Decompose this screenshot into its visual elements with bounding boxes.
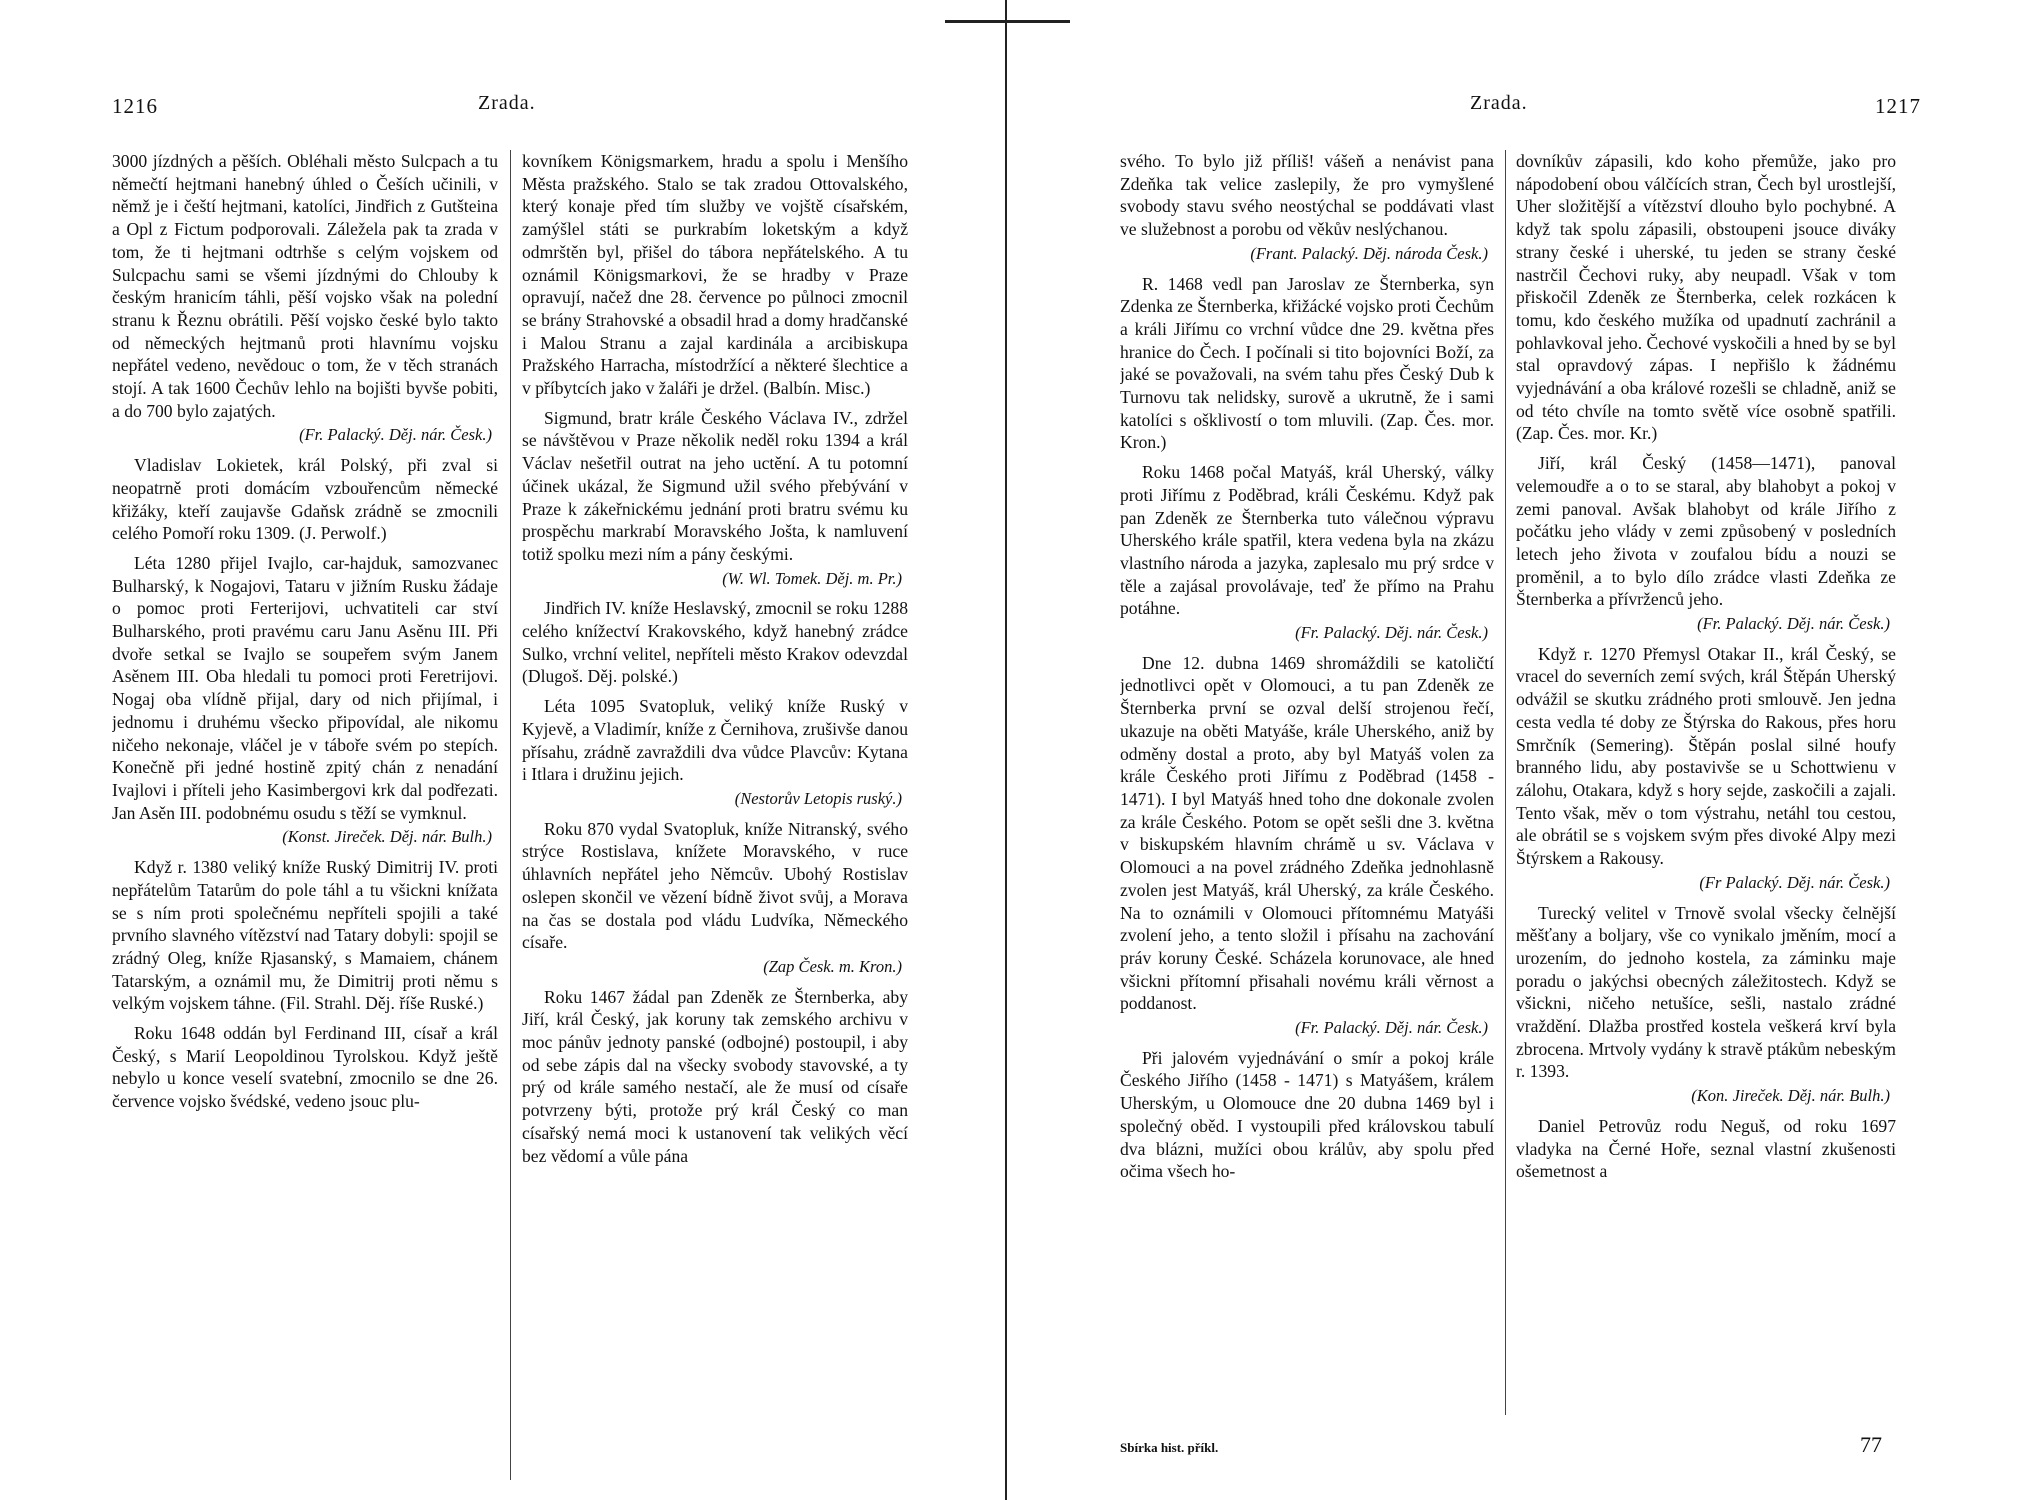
source-citation: (W. Wl. Tomek. Děj. m. Pr.) bbox=[722, 568, 902, 588]
paragraph: Dne 12. dubna 1469 shromáždili se katoličtí jednotlivci opět v Olomouci, a tu pan Zdeněk ze Šternberka první se ozval delší strojenou řečí, ukazuje na oběti Matyáše, krále Uherského, aniž by odměny dostal a proto, aby byl Matyáš volen za krále Českého proti Jiřímu z Poděbrad (1458 - 1471). I byl Matyáš hned toho dne dokonale zvolen za krále Českého. Potom se opět sešli dne 3. května v biskupském hlavním chrámě u sv. Václava v Olomouci a na povel zrádného Zdeňka jednohlasně zvolen jest Matyáš, král Uherský, za krále Českého. Na to oznámili v Olomouci přítomnému Matyáši zvolení jeho, a tento složil i přísahu na zachování práv koruny České. Scházela korunovace, ale hned všickni přítomní přisahali novému králi věrnost a poddanost. bbox=[1120, 652, 1494, 1014]
source-citation: (Fr. Palacký. Děj. nár. Česk.) bbox=[1697, 614, 1890, 634]
source-citation: (Fr. Palacký. Děj. nár. Česk.) bbox=[1295, 623, 1488, 643]
paragraph: Roku 1648 oddán byl Ferdinand III, císař a král Český, s Marií Leopoldinou Tyrolskou. Když ještě nebylo u konce veselí svatební, zmocnilo se dne 26. července vojsko švédské, vedeno jsouc plu- bbox=[112, 1023, 498, 1112]
right-column-2 bbox=[1516, 150, 1896, 1420]
paragraph: Turecký velitel v Trnově svolal všecky čelnější měšťany a boljary, vše co vynikalo jměním, mocí a urozením, do jednoho kostela, za záminku maje poradu o jakýchsi obecných záležitostech. Když se všickni, ničeho netušíce, sešli, nastalo zrádné vraždění. Dlažba prostřed kostela veškerá krví byla zbrocena. Mrtvoly vydány k stravě ptákům nebeským r. 1393. bbox=[1516, 902, 1896, 1082]
left-column-rule bbox=[510, 150, 511, 1480]
paragraph: Vladislav Lokietek, král Polský, při zval si neopatrně proti domácím vzbouřencům německé křižáky, kteří zaujavše Gdaňsk zrádně se zmocnili celého Pomoří roku 1309. (J. Perwolf.) bbox=[112, 455, 498, 544]
paragraph: Jiří, král Český (1458—1471), panoval velemoudře a o to se staral, aby blahobyt a pokoj v zemi panoval. Avšak blahobyt od krále Jiřího z počátku jeho vlády v zemi způsobený v posledních letech jeho života v zoufalou bídu a nouzi se proměnil, a to bylo dílo zrádce vlasti Zdeňka ze Šternberka a přívrženců jeho. bbox=[1516, 453, 1896, 610]
paragraph: dovníkův zápasili, kdo koho přemůže, jako pro nápodobení obou válčících stran, Čech byl urostlejší, Uher složitější a vítězství dlouho bylo pochybné. A když tak spolu zápasili, obstoupeni jsouce diváky strany české i uherské, tu jeden se strany české nastrčil Čechovi ruky, aby neupadl. Však v tom přiskočil Zdeněk ze Šternberka, celek rozkácen k tomu, kdo českého mužíka od upadnutí zachránil a pohlavkoval jeho. Čechové vyskočili a hned by se byl stal opravdový zápas. I nepřišlo k žádnému vyjednávání a oba králové rozešli se chladně, aniž se od této chvíle na tomto světě více osobně spatřili. (Zap. Čes. mor. Kr.) bbox=[1516, 151, 1896, 444]
left-running-header: Zrada. bbox=[478, 92, 536, 114]
paragraph: Léta 1280 přijel Ivajlo, car-hajduk, samozvanec Bulharský, k Nogajovi, Tataru v jižním Rusku žádaje o pomoc proti Ferterijovi, uchvatiteli car ství Bulharského, proti pravému caru Janu Asěnu III. Při dvoře setkal se Ivajlo se soupeřem svým Janem Asěnem III. Oba hledali tu pomoci proti Feretrijovi. Nogaj oba vlídně přijal, dary od nich přijímal, i jednomu i druhému všecko připovídal, ale nikomu ničeho nekonaje, vláčel je v táboře svém po stepích. Konečně při jedné hostině zpitý chán z nenadání Ivajlovi i příteli jeho Kasimbergovi krk dal podřezati. Jan Asěn III. podobnému osudu s těží se vymknul. bbox=[112, 552, 498, 823]
left-column-2 bbox=[522, 150, 908, 1490]
right-running-header: Zrada. bbox=[1470, 92, 1528, 114]
gutter-line bbox=[1005, 0, 1007, 1500]
source-citation: (Nestorův Letopis ruský.) bbox=[734, 788, 902, 808]
left-page bbox=[0, 0, 1000, 1500]
paragraph: Roku 1467 žádal pan Zdeněk ze Šternberka, aby Jiří, král Český, jak koruny tak zemského archivu v moc pánův jednoty panské (odbojné) postoupil, i aby od sebe zápis dal na všecky svobody stavovské, a ty prý od krále samého nestačí, ale že musí od císaře potvrzeny býti, protože prý král Český co man císařský nemá moci k ustanovení tak velikých věcí bez vědomí a vůle pána bbox=[522, 986, 908, 1166]
paragraph: Jindřich IV. kníže Heslavský, zmocnil se roku 1288 celého knížectví Krakovského, když hanebný zrádce Sulko, vrchní velitel, nepříteli město Krakov odevzdal (Dlugoš. Děj. polské.) bbox=[522, 598, 908, 687]
paragraph: kovníkem Königsmarkem, hradu a spolu i Menšího Města pražského. Stalo se tak zradou Ottovalského, který konaje před tím služby ve vojště císařském, zamýšlel státi se purkrabím loketským a když odmrštěn byl, přišel do tábora nepřátelského. A tu oznámil Königsmarkovi, že se hradby v Praze opravují, načež dne 28. července po půlnoci zmocnil se brány Strahovské a obsadil hrad a domy hradčanské i Malou Stranu a zajal kardinála a arcibiskupa Pražského Harracha, místodržící a některé šlechtice a v příbytcích jako v žaláři je držel. (Balbín. Misc.) bbox=[522, 151, 908, 399]
right-page-number: 1217 bbox=[1875, 94, 1921, 118]
right-page bbox=[1030, 0, 2024, 1500]
left-page-number: 1216 bbox=[112, 94, 158, 118]
paragraph: Roku 1468 počal Matyáš, král Uherský, války proti Jiřímu z Poděbrad, králi Českému. Když pak pan Zdeněk ze Šternberka tuto válečnou výpravu Uherského krále spatřil, ktera vedena byla na zkázu vlastního národa a jazyka, zaplesalo mu prý srdce v těle a zajásal provolávaje, teď že přímo na Prahu potáhne. bbox=[1120, 462, 1494, 619]
footer-signature-number: 77 bbox=[1860, 1432, 1882, 1457]
source-citation: (Fr. Palacký. Děj. nár. Česk.) bbox=[299, 425, 492, 445]
paragraph: 3000 jízdných a pěších. Obléhali město Sulcpach a tu němečtí hejtmani hanebný úhled o Češích učinili, v němž je i čeští hejtmani, katolíci, Jindřich z Gutšteina a Opl z Fictum podporovali. Záležela pak ta zrada v tom, že ti hejtmani odtrhše s celým vojskem od Sulcpachu sami se všemi jízdnými do Chlouby k českým hranicím táhli, pěší vojsko však na polední stranu k Řeznu obrátili. Pěší vojsko české bylo takto od německých hejtmanů proti hlavnímu vojsku nepřátel vedeno, nevědouc o tom, že v těch stranách stojí. A tak 1600 Čechův lehlo na bojišti byvše pobiti, a do 700 bylo zajatých. bbox=[112, 151, 498, 421]
right-column-1 bbox=[1120, 150, 1494, 1420]
paragraph: Když r. 1270 Přemysl Otakar II., král Český, se vracel do severních zemí svých, král Štěpán Uherský odvážil se skutku zrádného proti smlouvě. Jen jedna cesta vedla té doby ze Štýrska do Rakous, přes horu Smrčník (Semering). Štěpán poslal silné houfy branného lidu, aby postavivše se u Schottwienu v zálohu, Otakara, když s hory sejde, zaskočili a zajali. Tento však, měv o tom výstrahu, netáhl tou cestou, ale obrátil se s vojskem svým přes divoké Alpy mezi Štýrskem a Rakousy. bbox=[1516, 643, 1896, 869]
source-citation: (Kon. Jireček. Děj. nár. Bulh.) bbox=[1691, 1086, 1890, 1106]
source-citation: (Fr. Palacký. Děj. nár. Česk.) bbox=[1295, 1018, 1488, 1038]
source-citation: (Zap Česk. m. Kron.) bbox=[763, 956, 902, 976]
paragraph: Sigmund, bratr krále Českého Václava IV., zdržel se návštěvou v Praze několik neděl roku 1394 a král Václav nešetřil outrat na jeho uctění. A tu potomní účinek ukázal, že Sigmund užil svého přebývání v Praze k zákeřnickému jednání proti bratru svému ku prospěchu markrabí Moravského Jošta, k namluvení totiž spolku mezi ním a pány českými. bbox=[522, 407, 908, 564]
paragraph: Když r. 1380 veliký kníže Ruský Dimitrij IV. proti nepřátelům Tatarům do pole táhl a tu všickni knížata se s ním proti společnému nepříteli spojili a také prvního slavného vítězství nad Tatary dobyli: spojil se zrádný Oleg, kníže Rjasanský, s Mamaiem, chánem Tatarským, a oznámil mu, že Dimitrij proti němu s velkým vojskem táhne. (Fil. Strahl. Děj. říše Ruské.) bbox=[112, 857, 498, 1014]
left-column-1 bbox=[112, 150, 498, 1490]
paragraph: Při jalovém vyjednávání o smír a pokoj krále Českého Jiřího (1458 - 1471) s Matyášem, králem Uherským, u Olomouce dne 20 dubna 1469 byl i společný oběd. I vystoupili před královskou tabulí dva blázni, mužíci obou králův, aby spolu před očima všech ho- bbox=[1120, 1047, 1494, 1182]
paragraph: Léta 1095 Svatopluk, veliký kníže Ruský v Kyjevě, a Vladimír, kníže z Černihova, zrušivše danou přísahu, zrádně zavraždili dva vůdce Plavcův: Kytana i Itlara i družinu jejich. bbox=[522, 696, 908, 785]
source-citation: (Frant. Palacký. Děj. národa Česk.) bbox=[1250, 243, 1488, 263]
footer-collection-title: Sbírka hist. příkl. bbox=[1120, 1440, 1219, 1455]
paragraph: R. 1468 vedl pan Jaroslav ze Šternberka, syn Zdenka ze Šternberka, křižácké vojsko proti Čechům a králi Jiřímu co vrchní vůdce dne 29. května přes hranice do Čech. I počínali si tito bojovníci Boží, za jaké se považovali, na svém tahu přes Český Dub k Turnovu tak nelidsky, surově a ukrutně, že i sami katolíci s ošklivostí o tom mluvili. (Zap. Čes. mor. Kron.) bbox=[1120, 273, 1494, 453]
source-citation: (Konst. Jireček. Děj. nár. Bulh.) bbox=[282, 827, 492, 847]
source-citation: (Fr Palacký. Děj. nár. Česk.) bbox=[1699, 872, 1890, 892]
paragraph: Roku 870 vydal Svatopluk, kníže Nitranský, svého strýce Rostislava, knížete Moravského, v ruce úhlavních nepřátel jeho Němcův. Ubohý Rostislav oslepen skončil ve vězení bídně život svůj, a Morava na čas se dostala pod vládu Ludvíka, Německého císaře. bbox=[522, 818, 908, 953]
paragraph: svého. To bylo již příliš! vášeň a nenávist pana Zdeňka tak velice zaslepily, že pro vymyšlené svobody stavu svého neostýchal se poddávati vlast ve služebnost a porobu od věkův neslýchanou. bbox=[1120, 151, 1494, 240]
paragraph: Daniel Petrovůz rodu Neguš, od roku 1697 vladyka na Černé Hoře, seznal vlastní zkušenosti ošemetnost a bbox=[1516, 1115, 1896, 1182]
right-column-rule bbox=[1505, 150, 1506, 1415]
